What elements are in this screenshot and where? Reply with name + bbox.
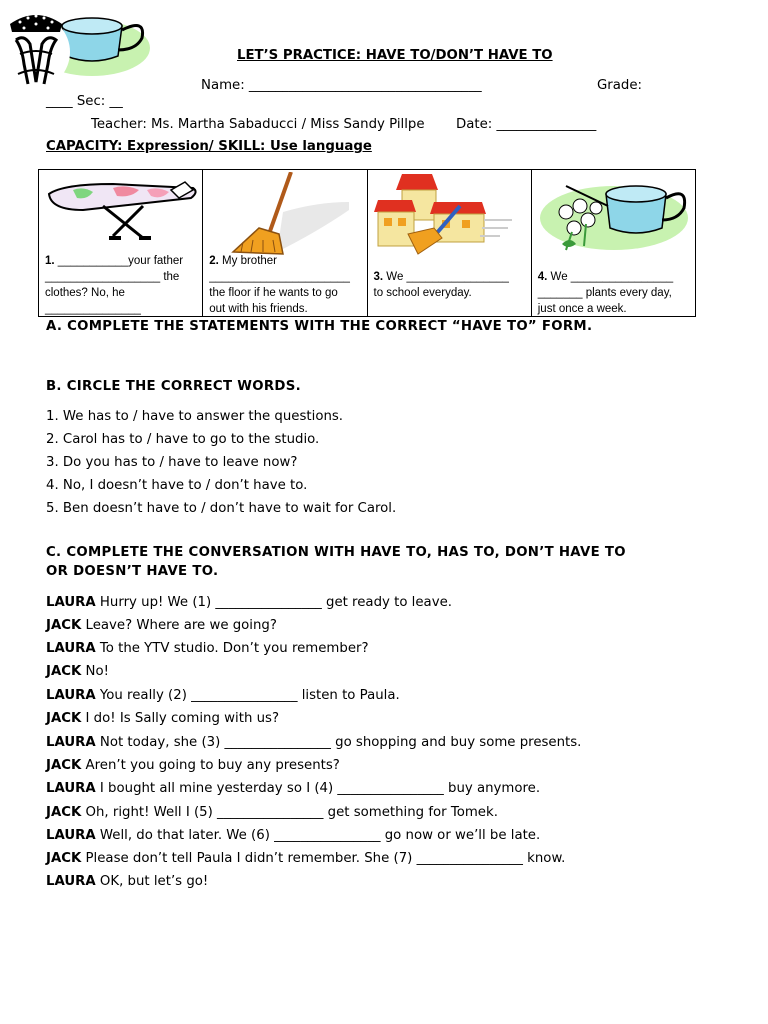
picture-cell-1 <box>39 170 203 316</box>
section-field-line: ____ Sec: __ <box>46 94 123 109</box>
ironing-board-icon <box>43 172 199 256</box>
section-a-heading: A. COMPLETE THE STATEMENTS WITH THE CORRECT “HAVE TO” FORM. <box>46 319 593 334</box>
list-item: 3. Do you has to / have to leave now? <box>46 455 298 470</box>
prompt-text-2: 2. My brother ______________________ the floor if he wants to go out with his friends. <box>209 255 350 315</box>
section-c-heading-line1: C. COMPLETE THE CONVERSATION WITH HAVE TO, HAS TO, DON’T HAVE TO <box>46 545 626 560</box>
conversation-line: LAURA Well, do that later. We (6) ________________ go now or we’ll be late. <box>46 828 541 843</box>
capacity-skill-line: CAPACITY: Expression/ SKILL: Use language <box>46 139 372 154</box>
watering-can-icon <box>536 172 692 256</box>
teacher-line: Teacher: Ms. Martha Sabaducci / Miss Sandy Pillpe <box>91 117 425 132</box>
prompt-text-4: 4. We ________________ _______ plants every day, just once a week. <box>537 271 674 315</box>
conversation-line: JACK Aren’t you going to buy any presents? <box>46 758 340 773</box>
list-item: 4. No, I doesn’t have to / don’t have to. <box>46 478 308 493</box>
conversation-line: LAURA I bought all mine yesterday so I (4) ________________ buy anymore. <box>46 781 541 796</box>
page-title: LET’S PRACTICE: HAVE TO/DON’T HAVE TO <box>237 48 553 63</box>
picture-cell-2 <box>203 170 367 316</box>
conversation-line: JACK No! <box>46 664 109 679</box>
prompt-text-3: 3. We ________________ to school everyday. <box>373 271 509 299</box>
logo-watering-can-icon <box>0 4 152 88</box>
grade-label: Grade: <box>597 78 643 93</box>
list-item: 5. Ben doesn’t have to / don’t have to wait for Carol. <box>46 501 397 516</box>
name-field-line: Name: ___________________________________ <box>201 78 482 93</box>
conversation-line: LAURA Hurry up! We (1) ________________ get ready to leave. <box>46 595 452 610</box>
conversation-line: LAURA To the YTV studio. Don’t you remember? <box>46 641 369 656</box>
house-broom-icon <box>372 172 528 256</box>
date-field-line: Date: _______________ <box>456 117 597 132</box>
section-c-heading-line2: OR DOESN’T HAVE TO. <box>46 564 219 579</box>
conversation-line: LAURA OK, but let’s go! <box>46 874 209 889</box>
list-item: 2. Carol has to / have to go to the studio. <box>46 432 320 447</box>
conversation-line: JACK Leave? Where are we going? <box>46 618 277 633</box>
conversation-line: JACK I do! Is Sally coming with us? <box>46 711 280 726</box>
section-b-heading: B. CIRCLE THE CORRECT WORDS. <box>46 379 301 394</box>
list-item: 1. We has to / have to answer the questions. <box>46 409 344 424</box>
conversation-line: JACK Oh, right! Well I (5) ________________ get something for Tomek. <box>46 805 498 820</box>
picture-prompts-table <box>38 169 696 317</box>
conversation-line: LAURA Not today, she (3) ________________ go shopping and buy some presents. <box>46 735 582 750</box>
broom-icon <box>207 172 363 256</box>
picture-cell-3 <box>368 170 532 316</box>
conversation-line: LAURA You really (2) ________________ listen to Paula. <box>46 688 400 703</box>
prompt-text-1: 1. ___________your father __________________ the clothes? No, he _______________ <box>45 255 184 315</box>
conversation-line: JACK Please don’t tell Paula I didn’t remember. She (7) ________________ know. <box>46 851 566 866</box>
picture-cell-4 <box>532 170 695 316</box>
